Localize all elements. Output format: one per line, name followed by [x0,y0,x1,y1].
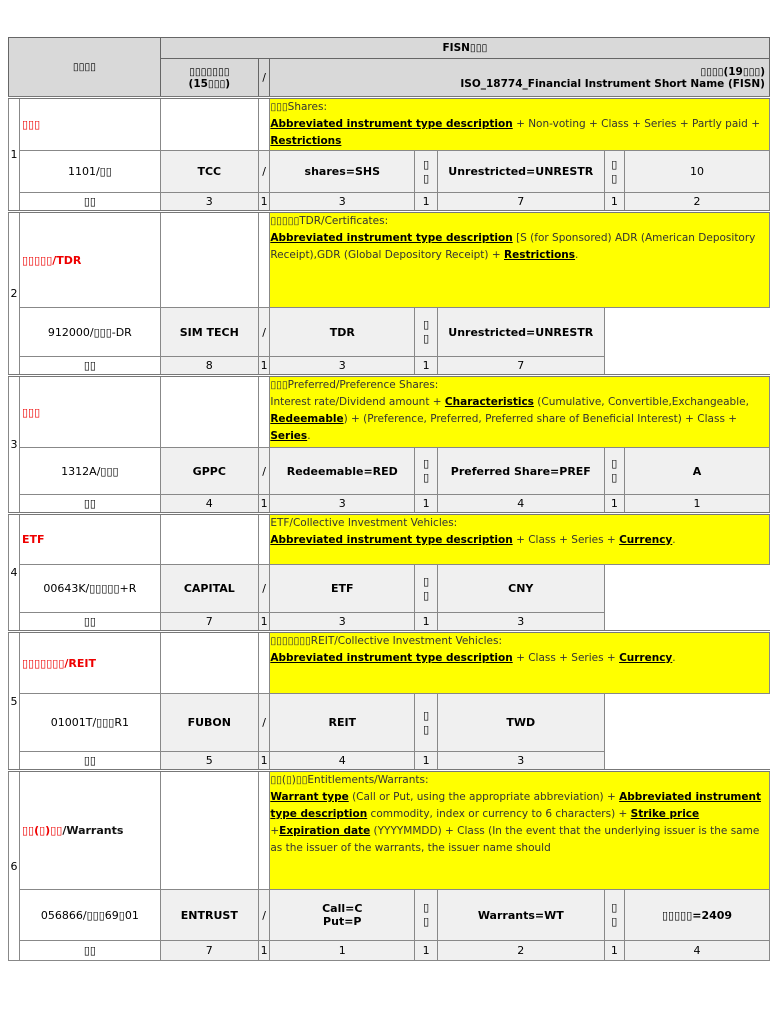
example-code: 1101/▯▯ [20,151,161,193]
separator: / [258,448,270,495]
field-value: A [625,448,770,495]
field-value: TWD [438,694,605,752]
category-row [9,98,770,151]
category-row [9,514,770,565]
fisn-table [8,37,770,961]
length-count: 2 [625,193,770,212]
separator-mark: ▯ ▯ [415,448,438,495]
empty-cell [625,613,770,632]
length-row [9,193,770,212]
length-count: 3 [438,752,605,771]
rule-text-part: . [575,249,579,261]
length-row [9,613,770,632]
header-description-standard: ISO_18774_Financial Instrument Short Name (FISN) [460,77,765,90]
empty-cell [258,212,270,308]
length-count: 1 [604,495,625,514]
length-row [9,357,770,376]
empty-cell [258,771,270,890]
rule-text [270,116,769,150]
header-description [270,59,770,98]
length-count: 1 [415,495,438,514]
example-code: 01001T/▯▯▯R1 [20,694,161,752]
length-count: 1 [604,941,625,961]
category-name-cjk: ▯▯▯▯▯▯▯ [22,656,65,670]
length-count: 7 [438,357,605,376]
length-count: 3 [270,613,415,632]
length-count: 1 [415,613,438,632]
category-name [20,771,161,890]
length-count: 4 [625,941,770,961]
rule-text-part: . [672,652,676,664]
field-value: REIT [270,694,415,752]
category-row [9,771,770,890]
rule-text-part: . [307,430,311,442]
length-count: 1 [258,613,270,632]
empty-cell [258,98,270,151]
length-count: 7 [160,613,258,632]
example-code: 1312A/▯▯▯ [20,448,161,495]
rule-text [270,532,769,549]
empty-cell [625,694,770,752]
length-count: 4 [160,495,258,514]
rule-title: ETF/Collective Investment Vehicles: [270,517,458,529]
example-row [9,565,770,613]
category-name-suffix: /TDR [52,253,82,267]
rule-keyword: Redeemable [270,413,344,425]
rule-keyword: Abbreviated instrument type description [270,534,513,546]
category-name-cjk: ▯▯▯▯▯ [22,253,53,267]
field-value: Warrants=WT [438,890,605,941]
field-value: 10 [625,151,770,193]
rule-text [270,789,769,857]
empty-cell [604,752,625,771]
separator: / [258,890,270,941]
header-fisn: FISN▯▯▯ [160,38,769,59]
length-count: 1 [415,357,438,376]
rule-text-part: + [270,825,280,837]
length-label: ▯▯ [20,357,161,376]
rule-text [270,230,769,264]
separator: / [258,694,270,752]
length-count: 4 [438,495,605,514]
length-count: 1 [415,193,438,212]
example-code: 00643K/▯▯▯▯▯+R [20,565,161,613]
fisn-rule-description [270,376,770,448]
rule-keyword: Expiration date [279,825,371,837]
rule-keyword: Warrant type [270,791,349,803]
category-name [20,514,161,565]
length-count: 1 [625,495,770,514]
empty-cell [258,376,270,448]
length-count: 3 [270,357,415,376]
category-name-cjk: ▯▯▯ [22,405,41,419]
length-count: 1 [270,941,415,961]
example-code: 056866/▯▯▯69▯01 [20,890,161,941]
issuer-abbrev: SIM TECH [160,308,258,357]
rule-text-part: (Call or Put, using the appropriate abbreviation) + [348,791,620,803]
issuer-abbrev: ENTRUST [160,890,258,941]
length-label: ▯▯ [20,193,161,212]
empty-cell [160,771,258,890]
empty-cell [625,357,770,376]
field-value: Unrestricted=UNRESTR [438,308,605,357]
example-row [9,151,770,193]
separator: / [258,308,270,357]
category-name [20,98,161,151]
fisn-rule-description [270,514,770,565]
field-value: Call=C Put=P [270,890,415,941]
length-count: 1 [415,941,438,961]
category-name [20,376,161,448]
length-count: 5 [160,752,258,771]
length-count: 3 [438,613,605,632]
issuer-abbrev: FUBON [160,694,258,752]
rule-keyword: Abbreviated instrument type description [270,652,513,664]
empty-cell [625,565,770,613]
fisn-rule-description [270,98,770,151]
separator-mark: ▯ ▯ [415,890,438,941]
empty-cell [604,308,625,357]
field-value: Preferred Share=PREF [438,448,605,495]
issuer-abbrev: GPPC [160,448,258,495]
rule-text-part: [S (for Sponsored) ADR (American Depository Receipt),GDR (Global Depository Receipt) + [270,232,756,261]
length-label: ▯▯ [20,941,161,961]
length-count: 2 [438,941,605,961]
length-count: 1 [415,752,438,771]
rule-title: ▯▯▯▯▯TDR/Certificates: [270,215,389,227]
separator-mark: ▯ ▯ [604,890,625,941]
rule-keyword: Currency [619,534,673,546]
rule-keyword: Abbreviated instrument type description [270,791,761,820]
row-number: 6 [9,771,20,961]
header-description-label: ▯▯▯▯(19▯▯▯) [700,65,765,78]
row-number: 2 [9,212,20,376]
rule-keyword: Currency [619,652,673,664]
empty-cell [258,514,270,565]
length-count: 7 [438,193,605,212]
category-name-suffix: /REIT [64,656,96,670]
length-count: 1 [258,193,270,212]
row-number: 5 [9,632,20,771]
empty-cell [160,376,258,448]
field-value: TDR [270,308,415,357]
fisn-table-wrapper [8,37,770,961]
separator-mark: ▯ ▯ [415,308,438,357]
rule-text-part: commodity, index or currency to 6 characters) + [367,808,631,820]
rule-text-part: . [672,534,676,546]
length-count: 3 [270,495,415,514]
separator: / [258,565,270,613]
separator-mark: ▯ ▯ [415,151,438,193]
empty-cell [625,308,770,357]
issuer-abbrev: CAPITAL [160,565,258,613]
rule-title: ▯▯▯▯▯▯▯REIT/Collective Investment Vehicles: [270,635,503,647]
category-name [20,632,161,694]
length-count: 1 [258,941,270,961]
empty-cell [604,613,625,632]
category-row [9,212,770,308]
rule-text-part: + Class + Series + [512,534,620,546]
rule-text-part: ) + (Preference, Preferred, Preferred share of Beneficial Interest) + Class + [343,413,738,425]
separator-mark: ▯ ▯ [604,448,625,495]
empty-cell [604,565,625,613]
length-count: 1 [258,495,270,514]
rule-keyword: Characteristics [444,396,534,408]
category-name [20,212,161,308]
category-name-suffix: /Warrants [62,824,124,837]
rule-keyword: Abbreviated instrument type description [270,118,513,130]
length-row [9,941,770,961]
empty-cell [160,514,258,565]
separator-mark: ▯ ▯ [604,151,625,193]
category-name-cjk: ▯▯▯ [22,118,41,131]
length-count: 4 [270,752,415,771]
rule-text [270,394,769,445]
rule-text [270,650,769,667]
empty-cell [625,752,770,771]
field-value: Redeemable=RED [270,448,415,495]
rule-title: ▯▯▯Shares: [270,101,327,113]
empty-cell [160,98,258,151]
header-slash: / [258,59,270,98]
length-count: 1 [258,752,270,771]
empty-cell [160,632,258,694]
separator: / [258,151,270,193]
length-label: ▯▯ [20,752,161,771]
rule-keyword: Series [270,430,308,442]
header-code: ▯▯▯▯ [9,38,161,98]
length-label: ▯▯ [20,495,161,514]
length-count: 7 [160,941,258,961]
header-issuer-label: ▯▯▯▯▯▯▯ [189,65,230,78]
example-row [9,308,770,357]
fisn-rule-description [270,771,770,890]
empty-cell [160,212,258,308]
row-number: 1 [9,98,20,212]
empty-cell [604,357,625,376]
header-issuer-length: (15▯▯▯) [188,77,231,90]
length-row [9,495,770,514]
header-issuer [160,59,258,98]
rule-text-part: + Class + Series + [512,652,620,664]
rule-keyword: Abbreviated instrument type description [270,232,513,244]
field-value: CNY [438,565,605,613]
rule-title: ▯▯▯Preferred/Preference Shares: [270,379,439,391]
length-row [9,752,770,771]
row-number: 4 [9,514,20,632]
issuer-abbrev: TCC [160,151,258,193]
example-row [9,890,770,941]
field-value: ▯▯▯▯▯=2409 [625,890,770,941]
example-row [9,694,770,752]
separator-mark: ▯ ▯ [415,565,438,613]
length-count: 1 [258,357,270,376]
separator-mark: ▯ ▯ [415,694,438,752]
field-value: ETF [270,565,415,613]
fisn-rule-description [270,632,770,694]
rule-title: ▯▯(▯)▯▯Entitlements/Warrants: [270,774,429,786]
length-count: 1 [604,193,625,212]
rule-keyword: Strike price [630,808,700,820]
field-value: Unrestricted=UNRESTR [438,151,605,193]
rule-text-part: (Cumulative, Convertible,Exchangeable, [533,396,749,408]
category-name-cjk: ▯▯(▯)▯▯ [22,824,63,837]
category-row [9,376,770,448]
rule-text-part: (YYYYMMDD) + Class (In the event that the underlying issuer is the same as the issuer of the warrants, the issuer name should [270,825,760,854]
fisn-rule-description [270,212,770,308]
category-row [9,632,770,694]
field-value: shares=SHS [270,151,415,193]
length-count: 3 [270,193,415,212]
rule-text-part: Interest rate/Dividend amount + [270,396,445,408]
length-count: 3 [160,193,258,212]
length-count: 8 [160,357,258,376]
rule-keyword: Restrictions [504,249,576,261]
length-label: ▯▯ [20,613,161,632]
example-code: 912000/▯▯▯-DR [20,308,161,357]
rule-text-part: + Non-voting + Class + Series + Partly paid + [512,118,760,130]
empty-cell [604,694,625,752]
empty-cell [258,632,270,694]
rule-keyword: Restrictions [270,135,342,147]
example-row [9,448,770,495]
category-name-cjk: ETF [22,533,45,546]
row-number: 3 [9,376,20,514]
